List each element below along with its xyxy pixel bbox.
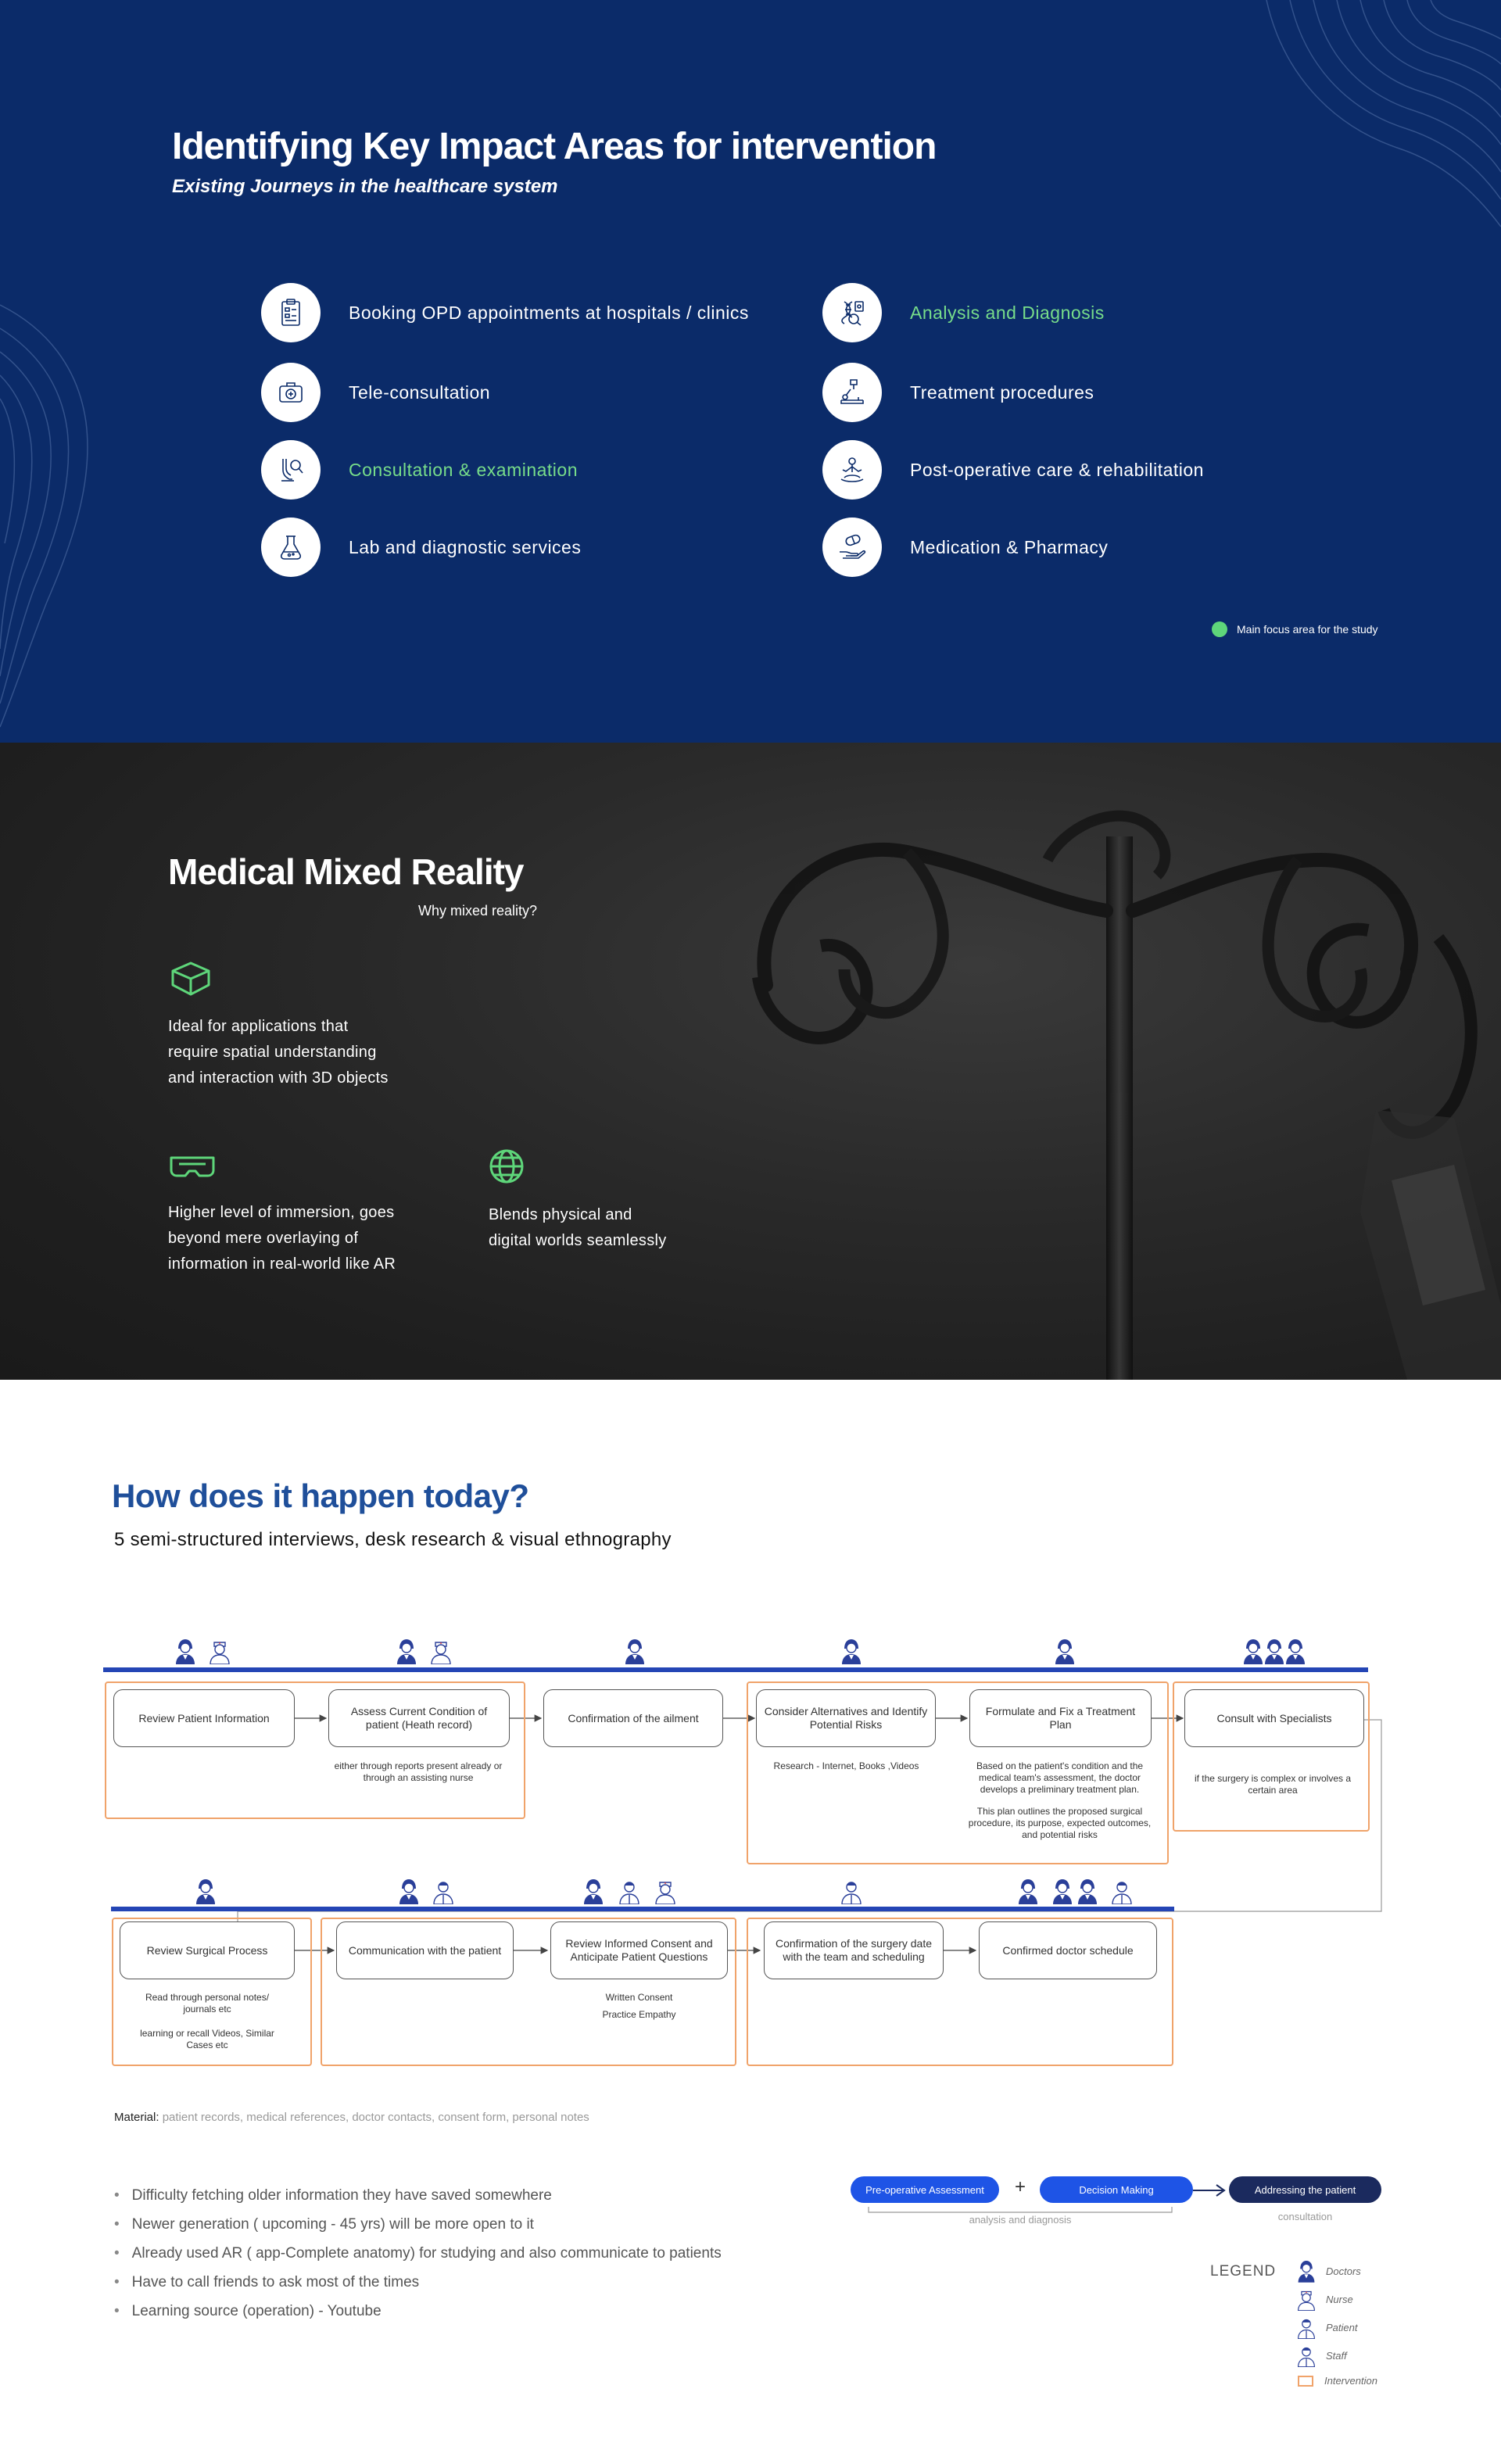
step-confirmed-doctor-schedule: Confirmed doctor schedule — [979, 1921, 1157, 1979]
benefit-spatial: Ideal for applications that require spatial understanding and interaction with 3D objects — [168, 1018, 389, 1087]
step-note: This plan outlines the proposed surgical procedure, its purpose, expected outcomes, and potential risks — [968, 1806, 1152, 1840]
impact-areas-section — [0, 0, 1501, 743]
journey-item — [261, 363, 490, 422]
finding-item: • Difficulty fetching older information they have saved somewhere — [114, 2181, 722, 2210]
vr-headset-icon — [168, 1153, 217, 1180]
phase-caption: consultation — [1277, 2211, 1333, 2222]
step-note: if the surgery is complex or involves a certain area — [1194, 1773, 1352, 1796]
lab-flask-icon — [261, 518, 321, 577]
mixed-reality-subtitle: Why mixed reality? — [418, 903, 538, 919]
focus-legend-label: Main focus area for the study — [1237, 623, 1378, 636]
doctor-icon — [1241, 1638, 1265, 1664]
benefit-immersion: Higher level of immersion, goes beyond mere overlaying of information in real-world like AR — [168, 1204, 396, 1273]
patient-icon — [1110, 1878, 1134, 1904]
arrow-right-icon — [1193, 2183, 1231, 2198]
step-consult-specialists: Consult with Specialists — [1184, 1689, 1364, 1747]
patient-icon — [432, 1878, 455, 1904]
journey-label: Medication & Pharmacy — [910, 536, 1109, 557]
legend-item-nurse: Nurse — [1296, 2287, 1353, 2311]
journey-label: Consultation & examination — [349, 459, 578, 480]
clipboard-icon — [261, 283, 321, 342]
journey-label: Tele-consultation — [349, 381, 491, 403]
finding-item: • Newer generation ( upcoming - 45 yrs) will be more open to it — [114, 2210, 722, 2239]
phase-pre-operative-assessment: Pre-operative Assessment — [851, 2176, 999, 2203]
meditation-icon — [822, 440, 882, 500]
mixed-reality-section — [0, 743, 1501, 1380]
doctor-icon — [1296, 2259, 1317, 2283]
timeline-band — [111, 1907, 1174, 1911]
doctor-icon — [1076, 1878, 1099, 1904]
nurse-icon — [429, 1638, 453, 1664]
mixed-reality-title: Medical Mixed Reality — [168, 851, 524, 892]
material-line — [114, 2111, 589, 2124]
material-text: patient records, medical references, doctor contacts, consent form, personal notes — [159, 2111, 589, 2124]
doctor-icon — [1016, 1878, 1040, 1904]
material-label: Material: — [114, 2111, 159, 2124]
journey-item — [822, 440, 1204, 500]
journey-item — [261, 518, 581, 577]
step-consider-alternatives: Consider Alternatives and Identify Potential Risks — [756, 1689, 936, 1747]
doctor-icon — [1284, 1638, 1307, 1664]
journey-label: Analysis and Diagnosis — [910, 302, 1105, 323]
journey-label: Post-operative care & rehabilitation — [910, 459, 1204, 480]
focus-dot — [1212, 621, 1227, 637]
legend-title: LEGEND — [1210, 2263, 1277, 2280]
staff-icon — [1296, 2344, 1317, 2367]
intervention-swatch — [1298, 2376, 1313, 2387]
globe-icon — [488, 1148, 525, 1185]
legend-item-staff: Staff — [1296, 2344, 1347, 2367]
journey-item — [261, 440, 578, 500]
doctor-icon — [194, 1878, 217, 1904]
treatment-icon — [822, 363, 882, 422]
nurse-icon — [208, 1638, 231, 1664]
step-confirmation-ailment: Confirmation of the ailment — [543, 1689, 723, 1747]
finding-item: • Already used AR ( app-Complete anatomy) for studying and also communicate to patients — [114, 2239, 722, 2268]
journey-subtitle: 5 semi-structured interviews, desk research & visual ethnography — [114, 1529, 672, 1550]
page-title: Identifying Key Impact Areas for intervention — [172, 126, 937, 167]
patient-icon — [1296, 2315, 1317, 2339]
dna-analysis-icon — [822, 283, 882, 342]
doctor-icon — [174, 1638, 197, 1664]
staff-icon — [840, 1878, 863, 1904]
doctor-icon — [397, 1878, 421, 1904]
examination-icon — [261, 440, 321, 500]
iv-stand-photo — [704, 743, 1501, 1380]
phase-caption: analysis and diagnosis — [969, 2214, 1072, 2226]
step-communication-patient: Communication with the patient — [336, 1921, 514, 1979]
legend-item-patient: Patient — [1296, 2315, 1357, 2339]
doctor-icon — [1053, 1638, 1076, 1664]
plus-icon: + — [1015, 2176, 1026, 2197]
step-confirmation-surgery-date: Confirmation of the surgery date with the team and scheduling — [764, 1921, 944, 1979]
doctor-icon — [582, 1878, 605, 1904]
doctor-icon — [395, 1638, 418, 1664]
journey-label: Booking OPD appointments at hospitals / clinics — [349, 302, 749, 323]
legend-item-doctors: Doctors — [1296, 2259, 1361, 2283]
phase-decision-making: Decision Making — [1040, 2176, 1193, 2203]
step-note: Based on the patient's condition and the medical team's assessment, the doctor develops a preliminary treatment plan. — [976, 1760, 1144, 1795]
journey-title: How does it happen today? — [112, 1477, 529, 1514]
journey-item — [822, 518, 1108, 577]
focus-area-legend — [1212, 621, 1378, 637]
journey-label: Treatment procedures — [910, 381, 1094, 403]
step-note: Read through personal notes/ journals etc — [145, 1992, 270, 2015]
phase-addressing-patient: Addressing the patient — [1229, 2176, 1381, 2203]
step-review-surgical-process: Review Surgical Process — [120, 1921, 295, 1979]
journey-item — [822, 363, 1094, 422]
finding-item: • Have to call friends to ask most of the times — [114, 2268, 722, 2297]
doctor-icon — [1263, 1638, 1286, 1664]
findings-list — [114, 2181, 722, 2326]
benefit-blending: Blends physical and digital worlds seamlessly — [489, 1206, 667, 1249]
nurse-icon — [1296, 2287, 1317, 2311]
medical-kit-icon — [261, 363, 321, 422]
journey-item — [822, 283, 1105, 342]
step-note: either through reports present already or through an assisting nurse — [334, 1760, 503, 1783]
step-assess-current-condition: Assess Current Condition of patient (Heath record) — [328, 1689, 510, 1747]
step-note: Research - Internet, Books ,Videos — [773, 1760, 919, 1771]
step-formulate-treatment-plan: Formulate and Fix a Treatment Plan — [969, 1689, 1152, 1747]
legend-item-intervention: Intervention — [1298, 2375, 1377, 2387]
journey-label: Lab and diagnostic services — [349, 536, 582, 557]
patient-icon — [618, 1878, 641, 1904]
doctor-icon — [1051, 1878, 1074, 1904]
step-note: learning or recall Videos, Similar Cases etc — [140, 2028, 274, 2050]
doctor-icon — [840, 1638, 863, 1664]
timeline-band — [103, 1667, 1368, 1672]
doctor-icon — [623, 1638, 647, 1664]
step-note: Practice Empathy — [602, 2009, 676, 2020]
nurse-icon — [654, 1878, 677, 1904]
step-review-patient-information: Review Patient Information — [113, 1689, 295, 1747]
3d-cube-icon — [168, 960, 213, 999]
step-note: Written Consent — [605, 1992, 673, 2003]
page-subtitle: Existing Journeys in the healthcare system — [172, 176, 558, 197]
finding-item: • Learning source (operation) - Youtube — [114, 2297, 722, 2326]
journey-item — [261, 283, 749, 342]
step-review-informed-consent: Review Informed Consent and Anticipate Patient Questions — [550, 1921, 728, 1979]
pill-hand-icon — [822, 518, 882, 577]
